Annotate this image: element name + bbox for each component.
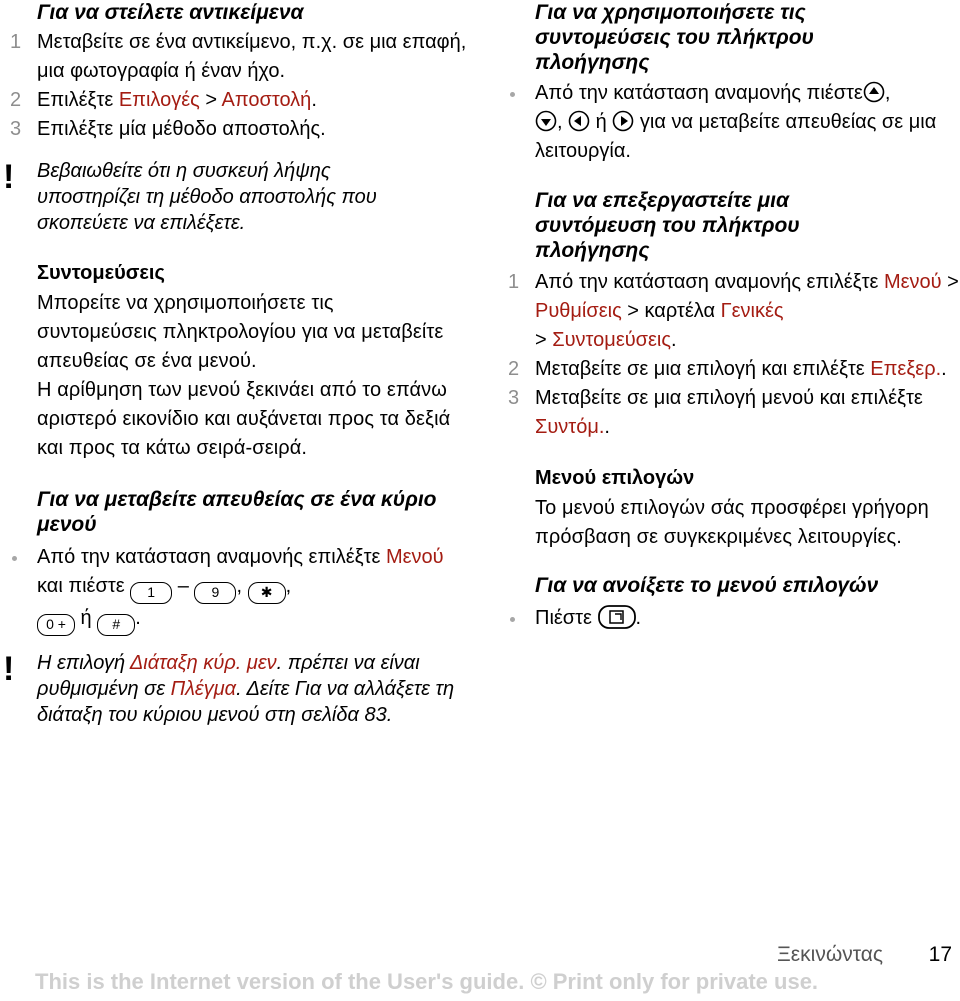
key-label: 9	[211, 584, 220, 600]
step-text: Επιλέξτε μία μέθοδο αποστολής.	[37, 118, 326, 140]
note-text: . πρέπει να είναι ρυθμισμένη σε	[37, 652, 420, 700]
key-0-icon	[37, 614, 75, 636]
shortcuts-paragraph-2: Η αρίθμηση των μενού ξεκινάει από το επάνω αριστερό εικονίδιο και αυξάνεται προς τα δεξιά και προς τα κάτω σειρά-σειρά.	[37, 379, 451, 459]
step-number: 3	[508, 387, 520, 409]
command-link-shortcut: Συντόμ.	[535, 416, 605, 438]
left-column	[0, 0, 470, 728]
key-label: 1	[147, 584, 156, 600]
shortcuts-heading: Συντομεύσεις	[37, 262, 165, 284]
separator: >	[535, 329, 553, 351]
right-column	[498, 0, 960, 633]
send-steps	[0, 28, 470, 144]
open-options-steps	[498, 604, 960, 633]
punct: .	[671, 329, 677, 351]
edit-shortcut-steps	[498, 268, 960, 442]
punct: .	[604, 416, 610, 438]
send-heading: Για να στείλετε αντικείμενα	[37, 1, 304, 24]
separator: >	[941, 271, 959, 293]
step-text: Μεταβείτε σε μια επιλογή και επιλέξτε	[535, 358, 871, 380]
key-star-icon	[248, 582, 286, 604]
list-item	[0, 115, 470, 144]
bullet	[510, 617, 515, 622]
main-menu-steps	[0, 543, 470, 636]
note-text: Βεβαιωθείτε ότι η συσκευή λήψης υποστηρίζει τη μέθοδο αποστολής που σκοπεύετε να επιλέξετε.	[37, 160, 377, 234]
nav-right-icon	[612, 110, 634, 132]
section-title: Ξεκινώντας	[777, 943, 883, 966]
step-number: 3	[10, 118, 22, 140]
step-text: Από την κατάσταση αναμονής επιλέξτε	[37, 546, 386, 568]
warning-icon: !	[3, 158, 15, 196]
nav-shortcuts-heading: Για να χρησιμοποιήσετε τις συντομεύσεις του πλήκτρου πλοήγησης	[535, 1, 814, 74]
key-hash-icon	[97, 614, 135, 636]
bullet	[510, 92, 515, 97]
nav-up-icon	[863, 81, 885, 103]
options-menu-heading: Μενού επιλογών	[535, 467, 695, 489]
menu-link-menu: Μενού	[385, 546, 444, 568]
step-text: Πιέστε	[535, 607, 598, 629]
list-item	[498, 384, 935, 442]
nav-left-icon	[568, 110, 590, 132]
menu-link-menu: Μενού	[883, 271, 942, 293]
list-item	[498, 79, 955, 166]
open-options-heading: Για να ανοίξετε το μενού επιλογών	[535, 574, 879, 597]
setting-link-grid: Πλέγμα	[170, 678, 237, 700]
separator: >	[199, 89, 222, 111]
warning-icon: !	[3, 650, 15, 688]
options-menu-paragraph: Το μενού επιλογών σάς προσφέρει γρήγορη πρόσβαση σε συγκεκριμένες λειτουργίες.	[535, 497, 929, 548]
key-label: ✱	[260, 584, 273, 600]
note-text: Η επιλογή	[37, 652, 130, 674]
list-item	[0, 28, 470, 86]
tab-link-general: Γενικές	[720, 300, 784, 322]
menu-link-send: Αποστολή	[221, 89, 312, 111]
send-note	[0, 158, 422, 236]
bullet	[12, 556, 17, 561]
note-text: . Δείτε Για να αλλάξετε τη διάταξη του κύριου μενού στη σελίδα 83.	[37, 678, 455, 726]
step-text: Μεταβείτε σε μια επιλογή μενού και επιλέξτε	[535, 387, 923, 409]
shortcuts-paragraph-1: Μπορείτε να χρησιμοποιήσετε τις συντομεύσεις πληκτρολογίου για να μεταβείτε απευθείας σε ένα μενού.	[37, 292, 444, 372]
menu-link-settings: Ρυθμίσεις	[535, 300, 622, 322]
nav-shortcuts-steps	[498, 79, 960, 166]
step-text: ή	[75, 607, 98, 629]
step-number: 1	[508, 271, 520, 293]
list-item	[0, 86, 470, 115]
key-1-icon	[130, 582, 172, 604]
step-text: Επιλέξτε	[37, 89, 119, 111]
step-number: 1	[10, 31, 22, 53]
step-text: Μεταβείτε σε ένα αντικείμενο, π.χ. σε μια επαφή, μια φωτογραφία ή έναν ήχο.	[37, 31, 467, 82]
punct: ,	[285, 575, 292, 597]
step-text: Από την κατάσταση αναμονής επιλέξτε	[535, 271, 884, 293]
list-item	[498, 268, 960, 355]
step-text: ή	[590, 111, 613, 133]
punct: .	[635, 607, 642, 629]
page-number: 17	[928, 943, 952, 966]
key-label: 0 +	[46, 616, 66, 632]
step-text: Από την κατάσταση αναμονής πιέστε	[535, 82, 863, 104]
punct: .	[135, 607, 141, 629]
punct: .	[941, 358, 947, 380]
edit-shortcut-heading: Για να επεξεργαστείτε μια συντόμευση του πλήκτρου πλοήγησης	[535, 189, 800, 262]
list-item	[0, 543, 462, 636]
step-text: για να μεταβείτε απευθείας σε μια λειτουργία.	[535, 111, 937, 162]
step-text: και πιέστε	[37, 575, 131, 597]
main-menu-heading: Για να μεταβείτε απευθείας σε ένα κύριο μενού	[37, 488, 437, 536]
list-item	[498, 355, 960, 384]
key-label: #	[112, 616, 121, 632]
setting-link-layout: Διάταξη κύρ. μεν	[129, 652, 277, 674]
list-item	[498, 604, 960, 633]
command-link-edit: Επεξερ.	[870, 358, 942, 380]
punct: .	[311, 89, 317, 111]
main-menu-note	[0, 650, 457, 728]
punct: ,	[236, 575, 248, 597]
step-number: 2	[508, 358, 520, 380]
menu-link-shortcuts: Συντομεύσεις	[552, 329, 672, 351]
step-number: 2	[10, 89, 22, 111]
separator: > καρτέλα	[621, 300, 721, 322]
dash: –	[172, 575, 195, 597]
menu-link-options: Επιλογές	[118, 89, 200, 111]
options-key-icon	[598, 605, 636, 629]
key-9-icon	[194, 582, 236, 604]
punct: ,	[557, 111, 569, 133]
footer-disclaimer: This is the Internet version of the User's guide. © Print only for private use.	[35, 969, 819, 994]
punct: ,	[884, 82, 891, 104]
nav-down-icon	[535, 110, 557, 132]
